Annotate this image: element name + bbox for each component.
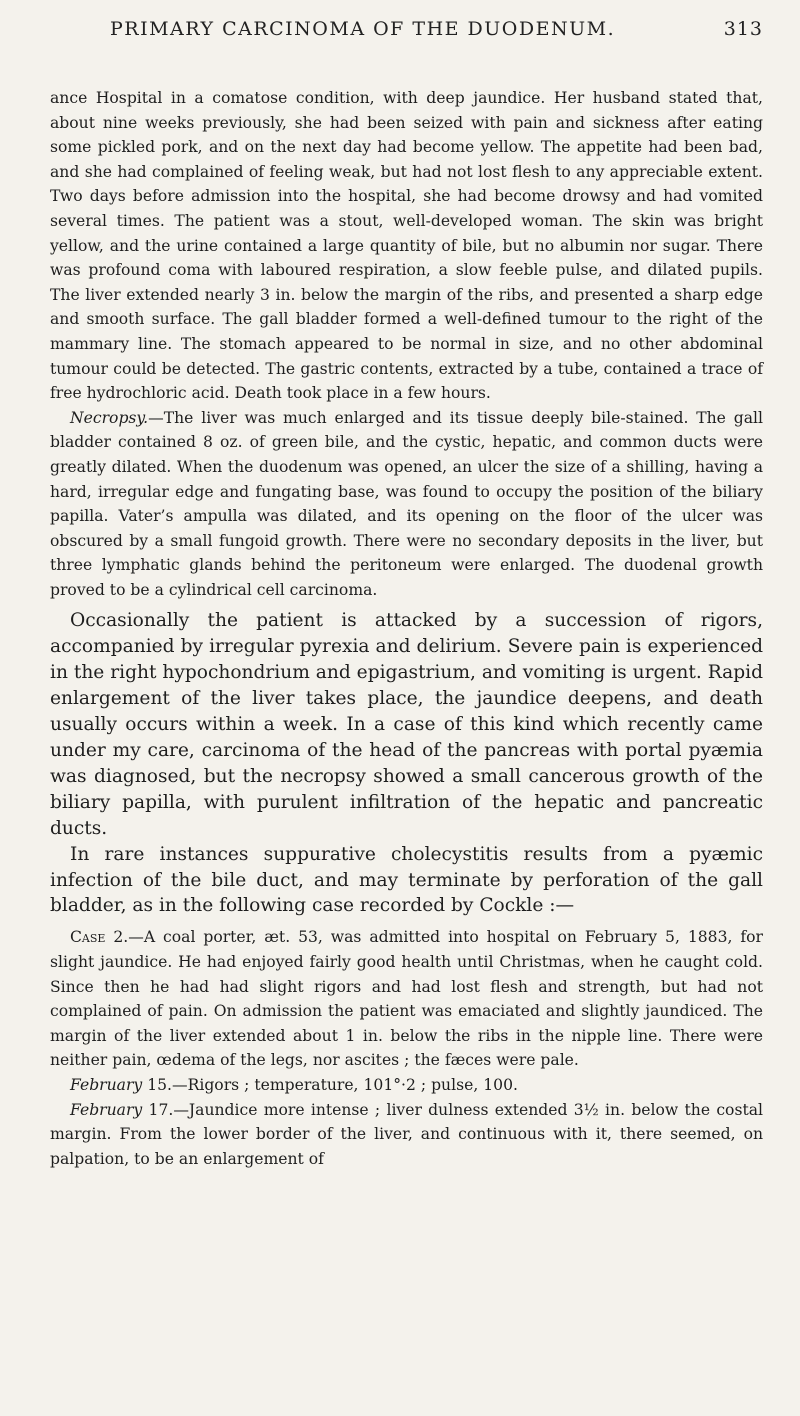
february-15-entry xyxy=(50,1073,763,1098)
body-text xyxy=(50,86,763,1171)
february-17-entry xyxy=(50,1098,763,1172)
date-label: February xyxy=(70,1100,143,1119)
running-title: PRIMARY CARCINOMA OF THE DUODENUM. xyxy=(110,18,616,40)
paragraph-text: 17.—Jaundice more intense ; liver dulness extended 3½ in. below the costal margin. From the lower border of the liver, and continuous with it, there seemed, on palpation, to be an enlargement of xyxy=(50,1100,763,1168)
case-2-paragraph xyxy=(50,925,763,1073)
paragraph-text: In rare instances suppurative cholecystitis results from a pyæmic infection of the bile duct, and may terminate by perforation of the gall bladder, as in the following case recorded by Cockle :— xyxy=(50,843,763,917)
page-number: 313 xyxy=(723,18,763,40)
paragraph-text: Occasionally the patient is attacked by a succession of rigors, accompanied by irregular pyrexia and delirium. Severe pain is experienced in the right hypochondrium and epigastrium, and vomiting is urgent. Rapid enlargement of the liver takes place, the jaundice deepens, and death usually occurs within a week. In a case of this kind which recently came under my care, carcinoma of the head of the pancreas with portal pyæmia was diagnosed, but the necropsy showed a small cancerous growth of the biliary papilla, with purulent infiltration of the hepatic and pancreatic ducts. xyxy=(50,610,763,839)
case-label: Case 2. xyxy=(70,928,129,947)
paragraph-text: ance Hospital in a comatose condition, with deep jaundice. Her husband stated that, about nine weeks previously, she had been seized with pain and sickness after eating some pickled pork, and on the next day had become yellow. The appetite had been bad, and she had complained of feeling weak, but had not lost flesh to any appreciable extent. Two days before admission into the hospital, she had become drowsy and had vomited several times. The patient was a stout, well-developed woman. The skin was bright yellow, and the urine contained a large quantity of bile, but no albumin nor sugar. There was profound coma with laboured respiration, a slow feeble pulse, and dilated pupils. The liver extended nearly 3 in. below the margin of the ribs, and presented a sharp edge and smooth surface. The gall bladder formed a well-defined tumour to the right of the mammary line. The stomach appeared to be normal in size, and no other abdominal tumour could be detected. The gastric contents, extracted by a tube, contained a trace of free hydrochloric acid. Death took place in a few hours. xyxy=(50,89,763,403)
book-page xyxy=(50,0,763,1416)
paragraph-text: —The liver was much enlarged and its tissue deeply bile-stained. The gall bladder contained 8 oz. of green bile, and the cystic, hepatic, and common ducts were greatly dilated. When the duodenum was opened, an ulcer the size of a shilling, having a hard, irregular edge and fungating base, was found to occupy the position of the biliary papilla. Vater’s ampulla was dilated, and its opening on the floor of the ulcer was obscured by a small fungoid growth. There were no secondary deposits in the liver, but three lymphatic glands behind the peritoneum were enlarged. The duodenal growth proved to be a cylindrical cell carcinoma. xyxy=(50,408,763,599)
rigors-paragraph xyxy=(50,608,763,841)
date-label: February xyxy=(70,1075,143,1094)
paragraph-text: —A coal porter, æt. 53, was admitted into hospital on February 5, 1883, for slight jaundice. He had enjoyed fairly good health until Christmas, when he caught cold. Since then he had had slight rigors and had lost flesh and strength, but had not complained of pain. On admission the patient was emaciated and slightly jaundiced. The margin of the liver extended about 1 in. below the ribs in the nipple line. There were neither pain, œdema of the legs, nor ascites ; the fæces were pale. xyxy=(50,928,764,1070)
page-header xyxy=(50,18,763,54)
necropsy-label: Necropsy. xyxy=(70,408,149,427)
necropsy-paragraph xyxy=(50,406,763,603)
cholecystitis-paragraph xyxy=(50,842,763,920)
case-continuation-paragraph xyxy=(50,86,763,406)
paragraph-text: 15.—Rigors ; temperature, 101°·2 ; pulse, 100. xyxy=(142,1075,518,1094)
